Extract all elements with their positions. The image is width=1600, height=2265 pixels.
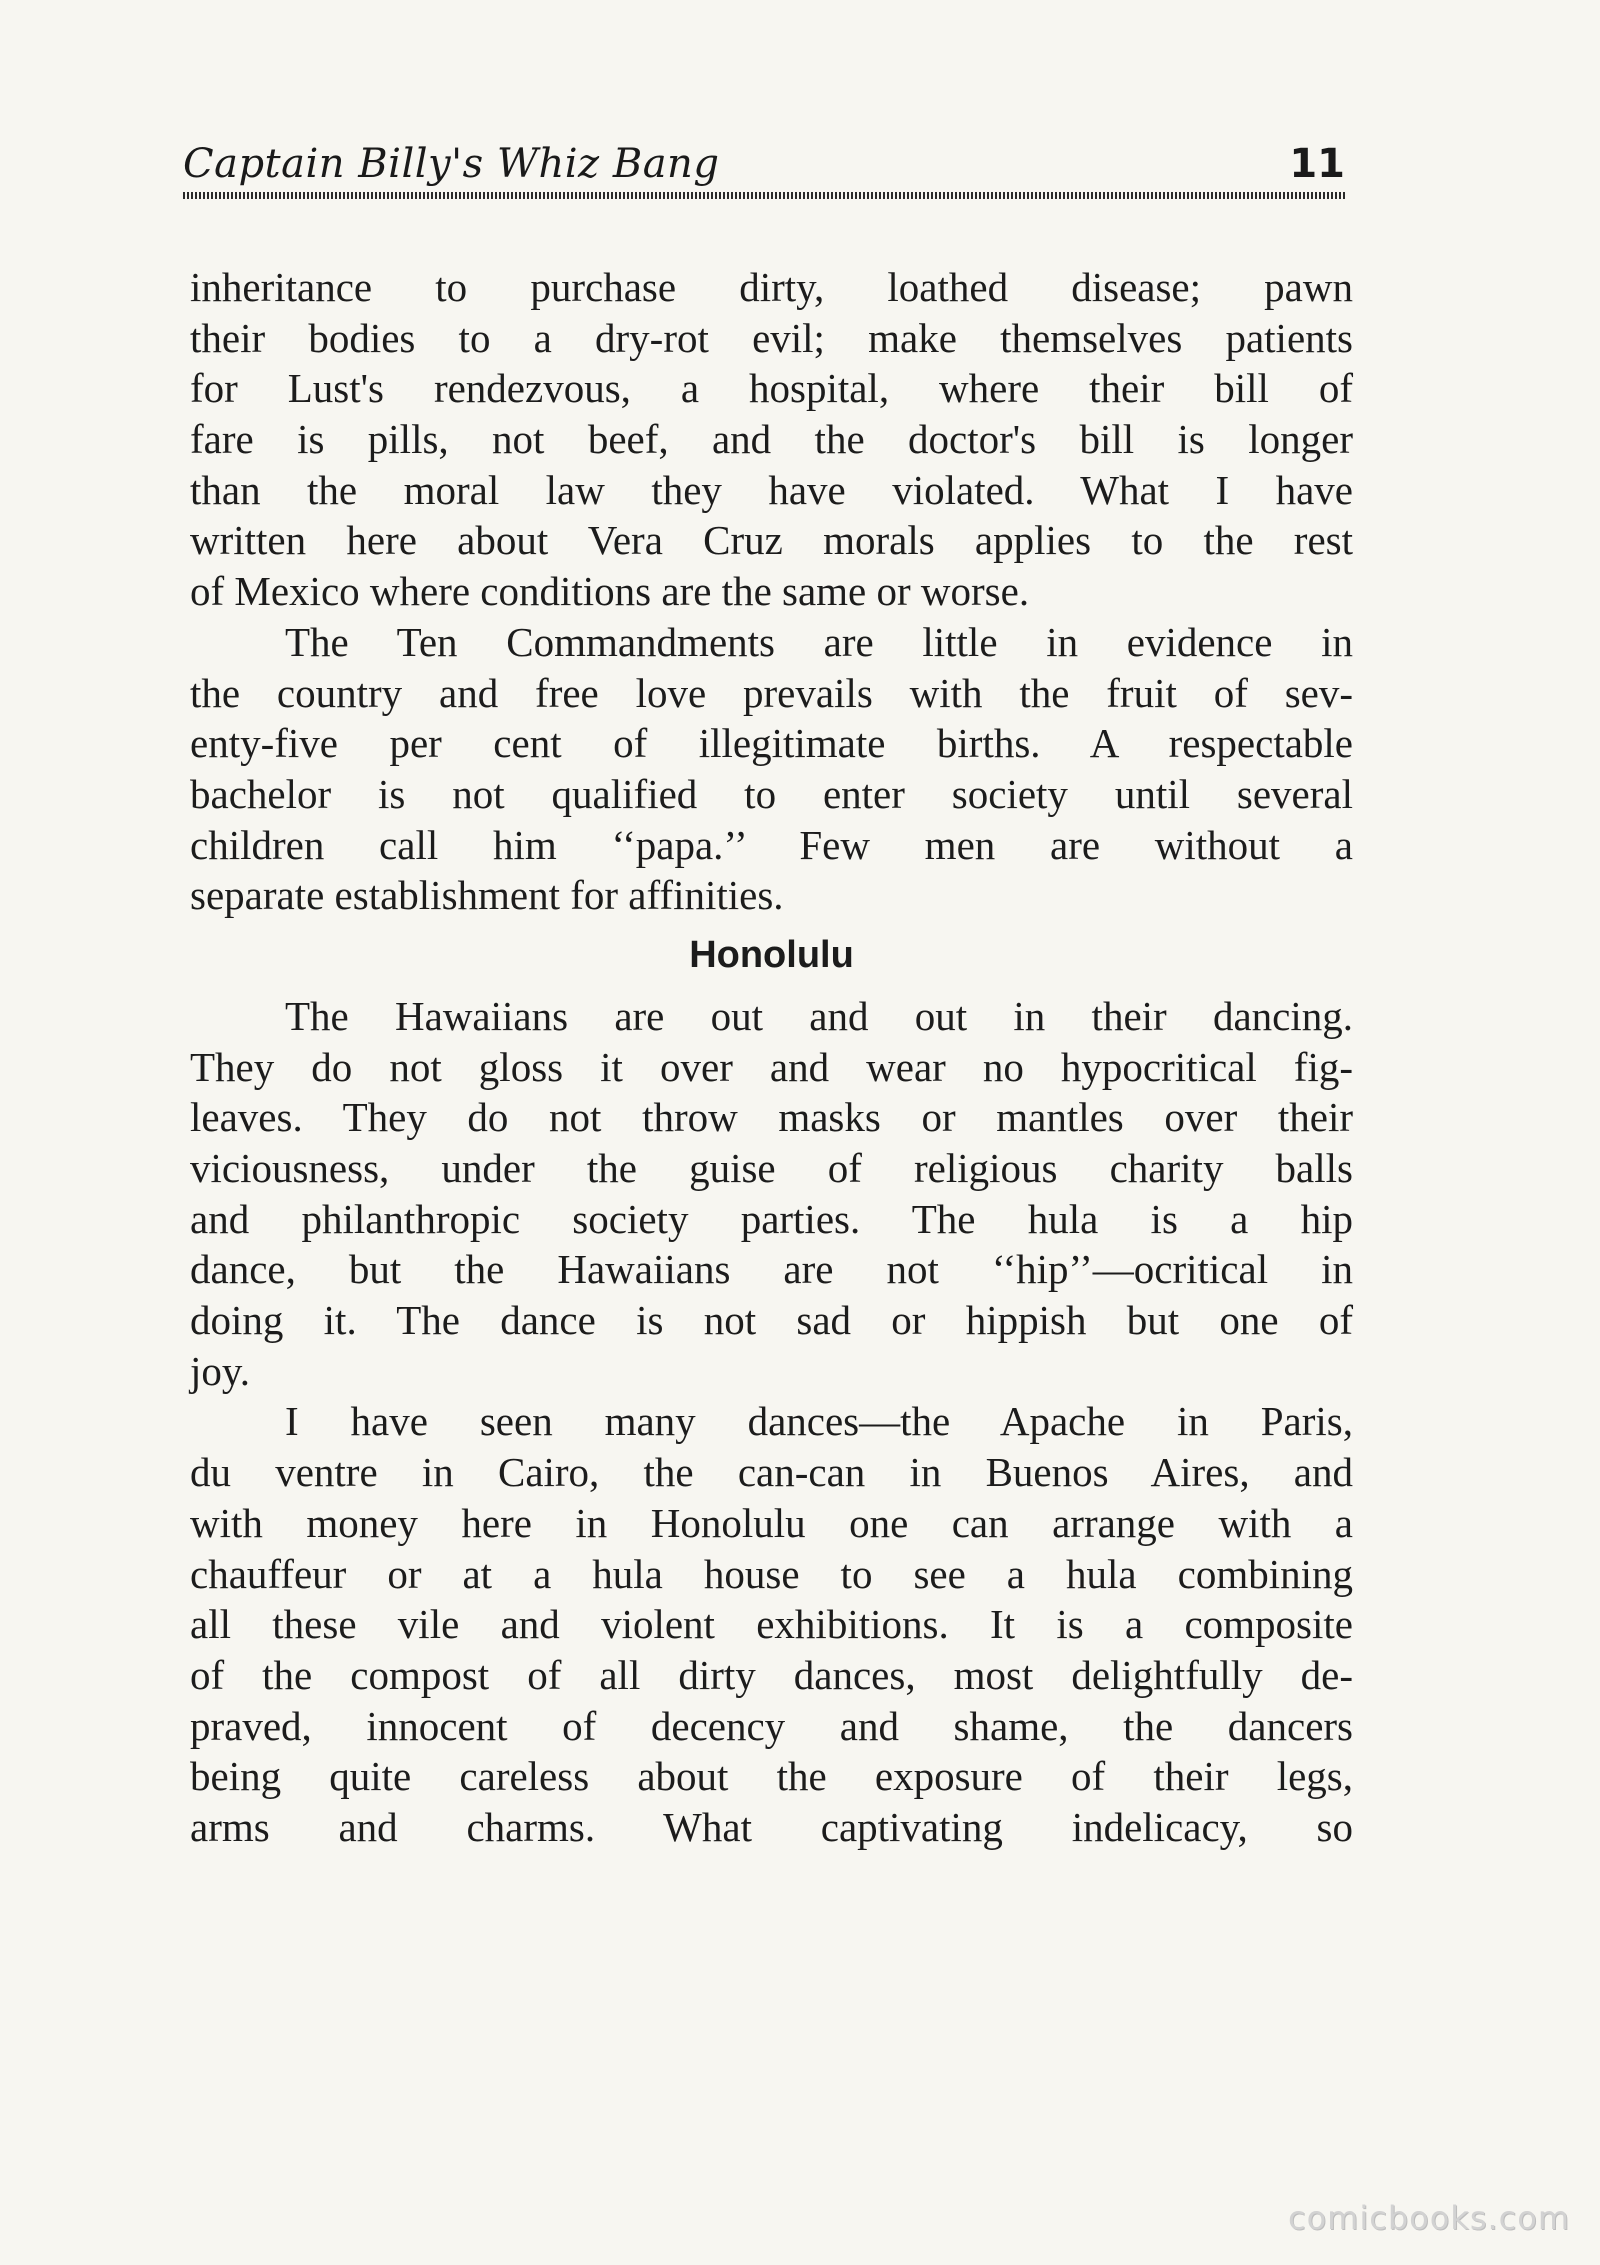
text-line: for Lust's rendezvous, a hospital, where their bill of — [190, 365, 1353, 412]
header-rule — [183, 192, 1345, 199]
text-line: of Mexico where conditions are the same or worse. — [190, 568, 1030, 615]
paragraph — [190, 617, 1353, 921]
text-line: separate establishment for affinities. — [190, 872, 784, 919]
watermark: comicbooks.com — [1287, 2199, 1570, 2237]
text-line: inheritance to purchase dirty, loathed disease; pawn — [190, 264, 1353, 310]
text-line: and philanthropic society parties. The hula is a hip — [190, 1195, 1353, 1242]
text-line: The Ten Commandments are little in evidence in — [285, 618, 1353, 665]
running-header — [183, 138, 1345, 200]
paragraph — [190, 262, 1353, 617]
text-line: written here about Vera Cruz morals applies to the rest — [190, 517, 1353, 564]
section-heading: Honolulu — [689, 933, 854, 976]
paragraph — [190, 991, 1353, 1397]
page-number: 11 — [1289, 141, 1345, 187]
text-line: dance, but the Hawaiians are not ‘‘hip’’—ocritical in — [190, 1246, 1353, 1293]
text-line: The Hawaiians are out and out in their dancing. — [285, 992, 1353, 1039]
text-line: enty-five per cent of illegitimate births. A respectable — [190, 720, 1353, 767]
text-line: of the compost of all dirty dances, most delightfully de- — [190, 1651, 1353, 1698]
paragraph — [190, 1396, 1353, 1852]
text-line: their bodies to a dry-rot evil; make themselves patients — [190, 314, 1353, 361]
text-line: the country and free love prevails with the fruit of sev- — [190, 669, 1353, 716]
text-line: They do not gloss it over and wear no hypocritical fig- — [190, 1043, 1353, 1090]
text-line: being quite careless about the exposure of their legs, — [190, 1753, 1353, 1800]
text-line: arms and charms. What captivating indelicacy, so — [190, 1803, 1353, 1850]
text-line: chauffeur or at a hula house to see a hula combining — [190, 1550, 1353, 1597]
text-line: praved, innocent of decency and shame, the dancers — [190, 1702, 1353, 1749]
text-line: doing it. The dance is not sad or hippish but one of — [190, 1297, 1353, 1344]
text-line: than the moral law they have violated. What I have — [190, 466, 1353, 513]
text-line: viciousness, under the guise of religious charity balls — [190, 1145, 1353, 1191]
body-text — [190, 262, 1353, 1853]
text-line: all these vile and violent exhibitions. It is a composite — [190, 1601, 1353, 1648]
text-line: I have seen many dances—the Apache in Paris, — [285, 1398, 1353, 1445]
text-line: children call him ‘‘papa.’’ Few men are without a — [190, 821, 1353, 868]
text-line: fare is pills, not beef, and the doctor's bill is longer — [190, 416, 1353, 463]
text-line: bachelor is not qualified to enter society until several — [190, 770, 1353, 817]
text-line: joy. — [190, 1347, 250, 1394]
text-line: du ventre in Cairo, the can-can in Buenos Aires, and — [190, 1449, 1353, 1496]
text-line: leaves. They do not throw masks or mantles over their — [190, 1094, 1353, 1141]
running-title: Captain Billy's Whiz Bang — [183, 141, 720, 187]
text-line: with money here in Honolulu one can arrange with a — [190, 1499, 1353, 1546]
